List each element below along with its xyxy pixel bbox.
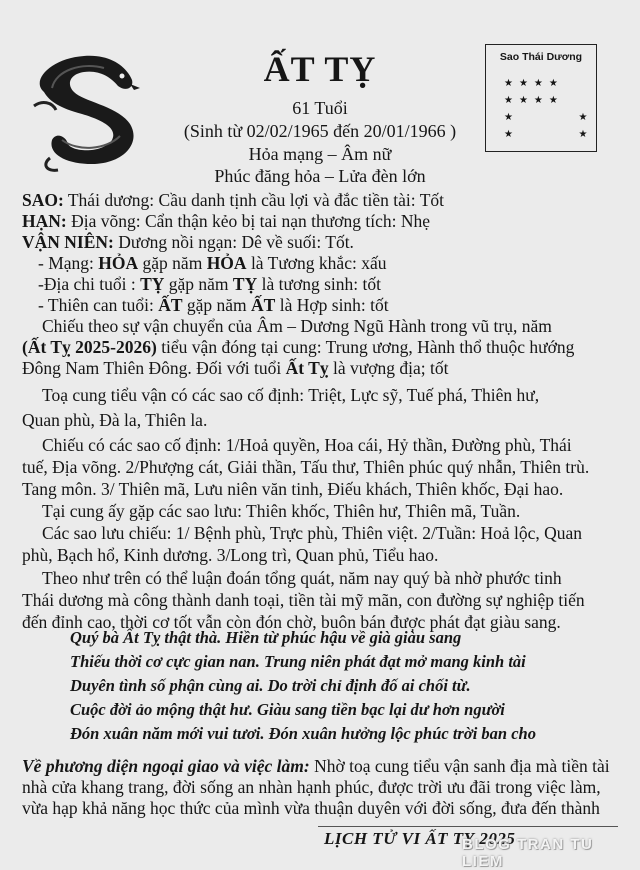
- dia-chi-line: -Địa chi tuổi : TỴ gặp năm TỴ là tương sinh: tốt: [38, 274, 381, 294]
- paragraph-line: tuế, Địa võng. 2/Phượng cát, Giải thần, Tấu thư, Thiên phúc quý nhẫn, Thiên trù.: [22, 457, 590, 477]
- star-icon-row: ★★★★: [504, 95, 564, 106]
- star-icon-row: ★★★★: [504, 78, 564, 89]
- outro-line: vừa hạp khả năng học thức của mình vừa thuận duyên với đời sống, đưa đến thành: [22, 798, 600, 818]
- poem-line: Quý bà Ất Tỵ thật thà. Hiền từ phúc hậu về già giàu sang: [70, 628, 462, 647]
- paragraph-line: Theo như trên có thể luận đoán tổng quát, năm nay quý bà nhờ phước tinh: [42, 568, 562, 588]
- paragraph-line: Tại cung ấy gặp các sao lưu: Thiên khốc, Thiên hư, Thiên mã, Tuần.: [42, 501, 521, 521]
- poem-line: Thiếu thời cơ cực gian nan. Trung niên phát đạt mở mang kinh tài: [70, 652, 526, 671]
- star-diagram: [504, 75, 594, 143]
- poem-line: Duyên tình số phận cùng ai. Do trời chỉ định đố ai chối từ.: [70, 676, 471, 695]
- paragraph-line: (Ất Tỵ 2025-2026) tiểu vận đóng tại cung: Trung ương, Hành thổ thuộc hướng: [22, 337, 575, 357]
- poem-line: Cuộc đời ảo mộng thật hư. Giàu sang tiền bạc lại dư hơn người: [70, 700, 505, 719]
- paragraph-line: Chiếu theo sự vận chuyển của Âm – Dương Ngũ Hành trong vũ trụ, năm: [42, 316, 552, 336]
- paragraph-line: Toạ cung tiểu vận có các sao cố định: Triệt, Lực sỹ, Tuế phá, Thiên hư,: [42, 385, 540, 405]
- paragraph-line: Đông Nam Thiên Đông. Đối với tuổi Ất Tỵ là vượng địa; tốt: [22, 358, 449, 378]
- paragraph-line: đến đỉnh cao, thời cơ tốt vẫn còn đón chờ, buôn bán được phát đạt giàu sang.: [22, 612, 561, 632]
- footer-title: LỊCH TỬ VI ẤT TỴ 2025: [324, 829, 516, 848]
- footer-rule: [318, 826, 618, 827]
- blog-watermark: BLOG TRAN TU LIEM: [462, 836, 594, 870]
- age-line: 61 Tuổi: [292, 98, 348, 118]
- sao-line: SAO: Thái dương: Cầu danh tịnh cầu lợi và đắc tiền tài: Tốt: [22, 190, 444, 210]
- paragraph-line: Quan phù, Đà la, Thiên la.: [22, 410, 208, 430]
- thien-can-line: - Thiên can tuổi: ẤT gặp năm ẤT là Hợp sinh: tốt: [38, 295, 389, 315]
- han-line: HẠN: Địa võng: Cẩn thận kẻo bị tai nạn thương tích: Nhẹ: [22, 211, 431, 231]
- poem-line: Đón xuân năm mới vui tươi. Đón xuân hưởng lộc phúc trời ban cho: [70, 724, 536, 743]
- paragraph-line: Các sao lưu chiếu: 1/ Bệnh phù, Trực phù, Thiên việt. 2/Tuần: Hoả lộc, Quan: [42, 523, 583, 543]
- paragraph-line: phù, Bạch hổ, Kinh dương. 3/Long trì, Quan phủ, Tiểu hao.: [22, 545, 439, 565]
- outro-line: Về phương diện ngoại giao và việc làm: Nhờ toạ cung tiểu vận sanh địa mà tiền tài: [22, 756, 610, 776]
- star-box: [485, 44, 597, 152]
- birth-range: (Sinh từ 02/02/1965 đến 20/01/1966 ): [183, 121, 457, 141]
- paragraph-line: Tang môn. 3/ Thiên mã, Lưu niên văn tinh, Điếu khách, Thiên khốc, Đại hao.: [22, 479, 564, 499]
- star-icon-row: ★ ★: [504, 112, 594, 123]
- menh-line: Hỏa mạng – Âm nữ: [248, 144, 392, 164]
- star-box-title: Sao Thái Dương: [499, 51, 583, 63]
- star-icon-row: ★ ★: [504, 129, 594, 140]
- page-title: ẤT TỴ: [263, 49, 377, 89]
- van-nien-line: VẬN NIÊN: Dương nồi ngạn: Dê về suối: Tốt.: [22, 232, 354, 252]
- outro-line: nhà cửa khang trang, đời sống an nhàn hạnh phúc, được trời ưu đãi trong việc làm,: [22, 777, 601, 797]
- paragraph-line: Thái dương mà công thành danh toại, tiền tài mỹ mãn, con đường sự nghiệp tiến: [22, 590, 585, 610]
- paragraph-line: Chiếu có các sao cố định: 1/Hoả quyền, Hoa cái, Hỷ thần, Đường phù, Thái: [42, 435, 572, 455]
- mang-line: - Mạng: HỎA gặp năm HỎA là Tương khắc: xấu: [38, 253, 387, 273]
- lua-line: Phúc đăng hỏa – Lửa đèn lớn: [214, 166, 426, 186]
